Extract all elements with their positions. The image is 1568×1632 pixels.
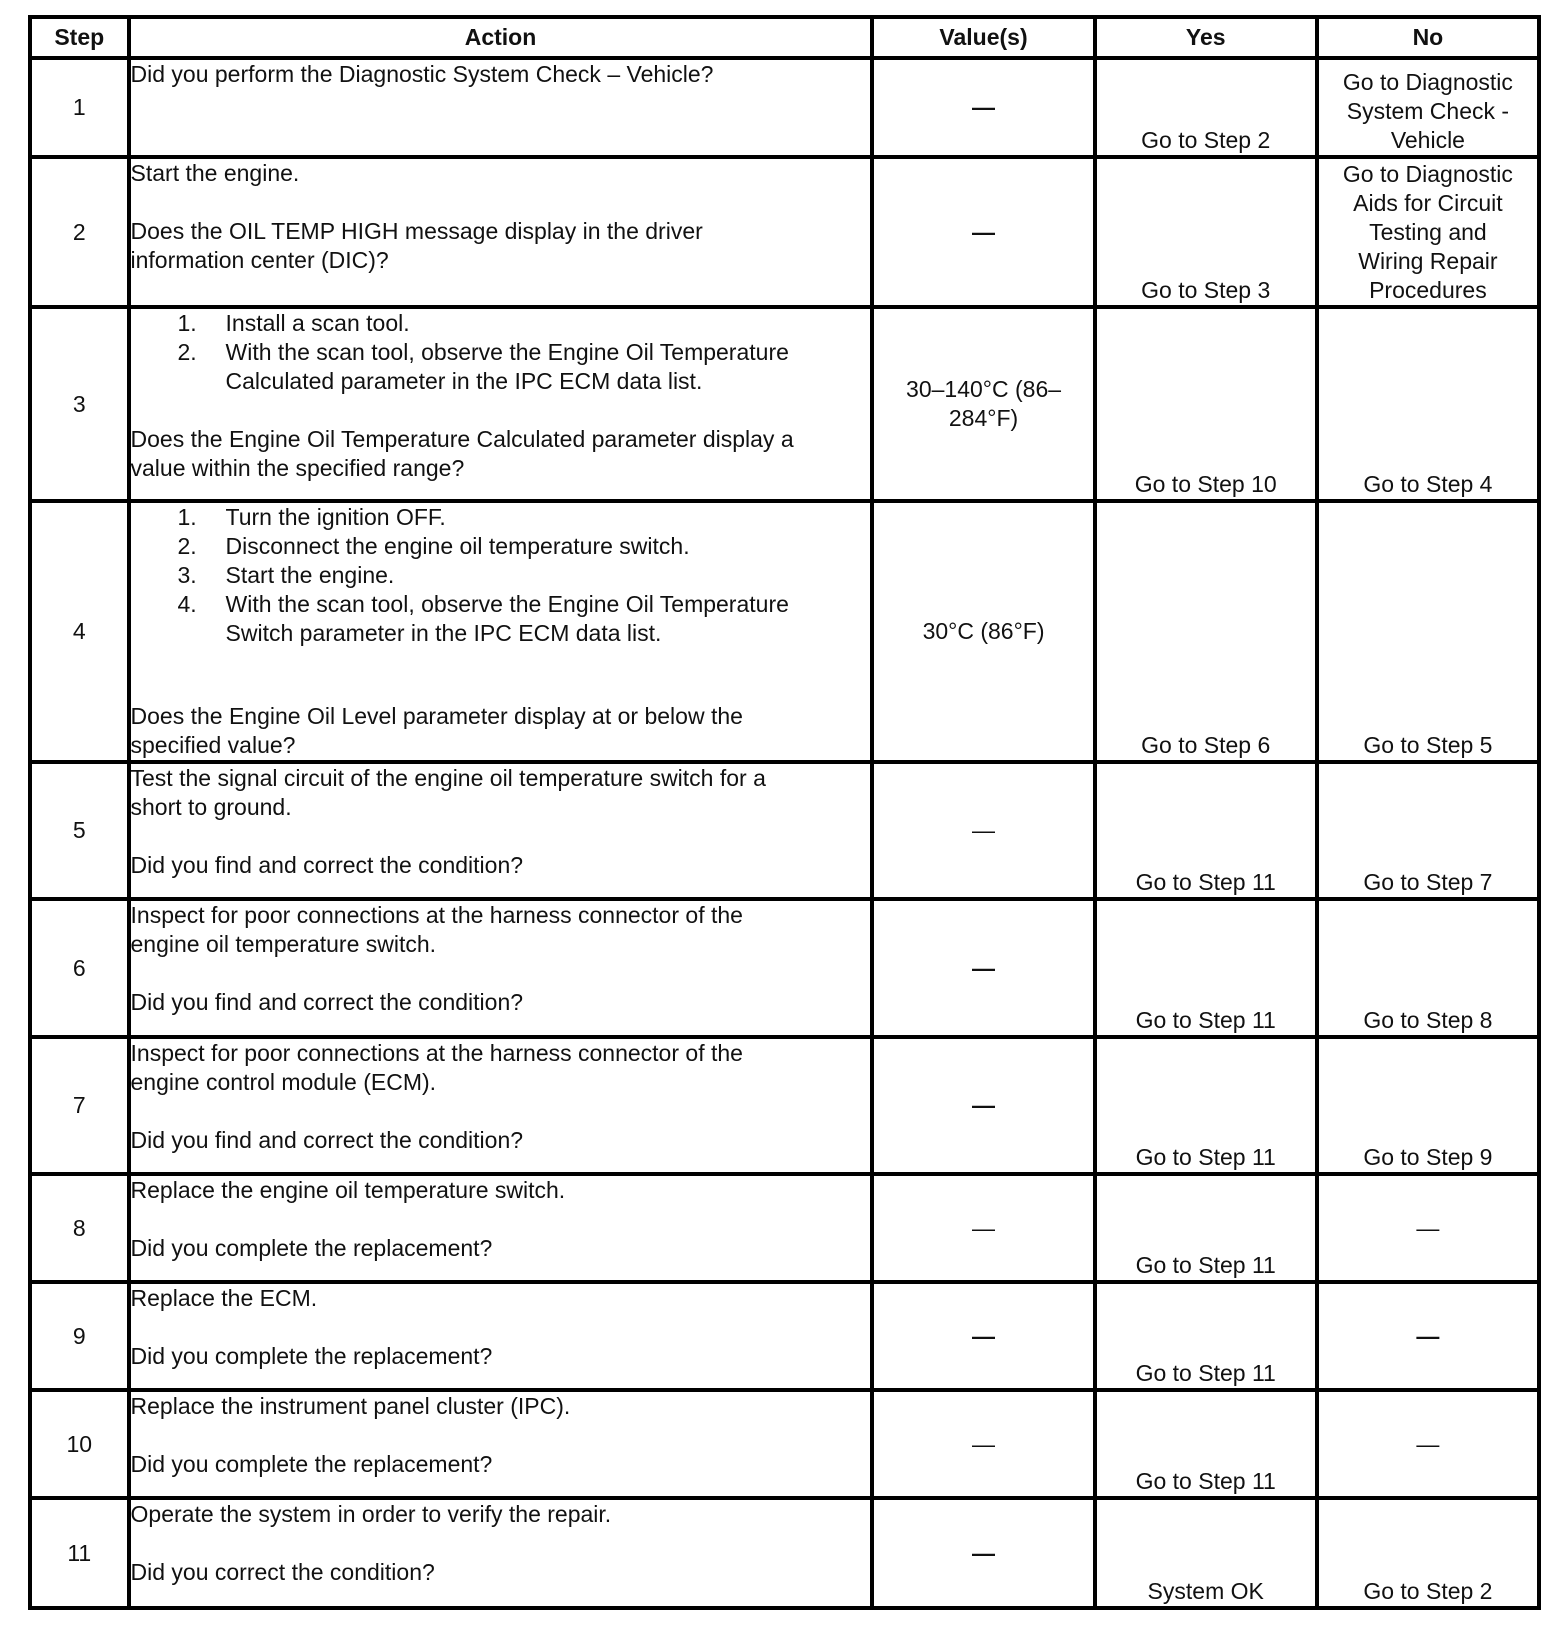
header-row <box>30 17 1539 58</box>
action-cell <box>129 1390 873 1498</box>
action-question: Does the Engine Oil Level parameter display at or below the <box>130 703 743 729</box>
action-question: Did you find and correct the condition? <box>130 989 524 1015</box>
no-cell: Go to Step 9 <box>1317 1037 1539 1174</box>
table-row <box>30 501 1539 762</box>
yes-cell: Go to Step 11 <box>1095 1037 1317 1174</box>
step-number: 3 <box>30 307 129 501</box>
action-cell <box>129 58 873 157</box>
action-intro: Replace the instrument panel cluster (IPC). <box>130 1393 571 1419</box>
action-intro: engine oil temperature switch. <box>130 931 437 957</box>
step-number: 10 <box>30 1390 129 1498</box>
action-question: specified value? <box>130 732 296 758</box>
list-item: 3. Start the engine. <box>177 562 395 588</box>
yes-cell: Go to Step 11 <box>1095 762 1317 899</box>
list-item: 1. Install a scan tool. <box>177 310 410 336</box>
action-question: Did you correct the condition? <box>130 1559 435 1585</box>
value-cell: — <box>872 1390 1094 1498</box>
value-cell: — <box>872 1174 1094 1282</box>
action-cell <box>129 1174 873 1282</box>
table-row <box>30 157 1539 307</box>
yes-cell: Go to Step 6 <box>1095 501 1317 762</box>
action-intro: engine control module (ECM). <box>130 1069 437 1095</box>
action-question: Did you find and correct the condition? <box>130 1127 524 1153</box>
action-list <box>131 309 871 396</box>
action-cell <box>129 1498 873 1608</box>
no-cell: Go to Step 5 <box>1317 501 1539 762</box>
header-step: Step <box>30 17 129 58</box>
no-cell: Go to Step 4 <box>1317 307 1539 501</box>
action-intro: Replace the ECM. <box>130 1285 318 1311</box>
no-cell: Go to Step 8 <box>1317 899 1539 1037</box>
action-question: Did you complete the replacement? <box>130 1235 493 1261</box>
yes-cell: Go to Step 11 <box>1095 1282 1317 1390</box>
action-intro: Inspect for poor connections at the harness connector of the <box>130 1040 743 1066</box>
action-intro: Operate the system in order to verify the repair. <box>130 1501 612 1527</box>
table-row <box>30 1037 1539 1174</box>
action-question: value within the specified range? <box>130 455 465 481</box>
action-question: Did you complete the replacement? <box>130 1451 493 1477</box>
step-number: 6 <box>30 899 129 1037</box>
no-cell: — <box>1317 1174 1539 1282</box>
action-cell <box>129 1037 873 1174</box>
action-question: Does the Engine Oil Temperature Calculated parameter display a <box>130 426 794 452</box>
yes-cell: Go to Step 11 <box>1095 1174 1317 1282</box>
table-row <box>30 307 1539 501</box>
yes-cell: Go to Step 11 <box>1095 899 1317 1037</box>
no-cell: Go to Diagnostic Aids for Circuit Testing and Wiring Repair Procedures <box>1317 157 1539 307</box>
action-cell <box>129 501 873 762</box>
value-cell: — <box>872 1037 1094 1174</box>
step-number: 7 <box>30 1037 129 1174</box>
step-number: 4 <box>30 501 129 762</box>
step-number: 5 <box>30 762 129 899</box>
action-intro: Replace the engine oil temperature switch. <box>130 1177 566 1203</box>
action-question: Did you find and correct the condition? <box>130 852 524 878</box>
action-intro: Test the signal circuit of the engine oil temperature switch for a <box>130 765 766 791</box>
action-question: Does the OIL TEMP HIGH message display in the driver <box>130 218 703 244</box>
action-cell <box>129 762 873 899</box>
yes-cell: System OK <box>1095 1498 1317 1608</box>
list-item: 4. With the scan tool, observe the Engine Oil Temperature Switch parameter in the IPC ECM data list. <box>177 591 789 646</box>
value-cell: — <box>872 1282 1094 1390</box>
table-row <box>30 1174 1539 1282</box>
list-item: 1. Turn the ignition OFF. <box>177 504 446 530</box>
action-cell <box>129 307 873 501</box>
action-intro: short to ground. <box>130 794 292 820</box>
header-values: Value(s) <box>872 17 1094 58</box>
table-row <box>30 1498 1539 1608</box>
yes-cell: Go to Step 3 <box>1095 157 1317 307</box>
step-number: 9 <box>30 1282 129 1390</box>
step-number: 8 <box>30 1174 129 1282</box>
value-cell: — <box>872 58 1094 157</box>
step-number: 1 <box>30 58 129 157</box>
no-cell: Go to Step 2 <box>1317 1498 1539 1608</box>
action-intro: Start the engine. <box>130 160 300 186</box>
yes-cell: Go to Step 10 <box>1095 307 1317 501</box>
header-no: No <box>1317 17 1539 58</box>
action-question: information center (DIC)? <box>130 247 389 273</box>
no-cell: — <box>1317 1390 1539 1498</box>
table-row <box>30 58 1539 157</box>
action-cell <box>129 899 873 1037</box>
table-row <box>30 1282 1539 1390</box>
header-action: Action <box>129 17 873 58</box>
action-question: Did you complete the replacement? <box>130 1343 493 1369</box>
no-cell: Go to Step 7 <box>1317 762 1539 899</box>
yes-cell: Go to Step 2 <box>1095 58 1317 157</box>
value-cell: — <box>872 157 1094 307</box>
table-row <box>30 899 1539 1037</box>
value-cell: — <box>872 762 1094 899</box>
step-number: 11 <box>30 1498 129 1608</box>
action-intro: Inspect for poor connections at the harness connector of the <box>130 902 743 928</box>
no-cell: — <box>1317 1282 1539 1390</box>
table-row <box>30 1390 1539 1498</box>
no-cell: Go to Diagnostic System Check - Vehicle <box>1317 58 1539 157</box>
value-cell: 30°C (86°F) <box>872 501 1094 762</box>
value-cell: — <box>872 1498 1094 1608</box>
value-cell: — <box>872 899 1094 1037</box>
value-cell: 30–140°C (86– 284°F) <box>872 307 1094 501</box>
action-cell <box>129 1282 873 1390</box>
action-text: Did you perform the Diagnostic System Check – Vehicle? <box>130 61 714 87</box>
action-list <box>131 503 871 648</box>
yes-cell: Go to Step 11 <box>1095 1390 1317 1498</box>
list-item: 2. With the scan tool, observe the Engine Oil Temperature Calculated parameter in the IPC ECM data list. <box>177 339 789 394</box>
diagnostic-table <box>28 15 1541 1610</box>
header-yes: Yes <box>1095 17 1317 58</box>
list-item: 2. Disconnect the engine oil temperature switch. <box>177 533 690 559</box>
table-row <box>30 762 1539 899</box>
step-number: 2 <box>30 157 129 307</box>
action-cell <box>129 157 873 307</box>
